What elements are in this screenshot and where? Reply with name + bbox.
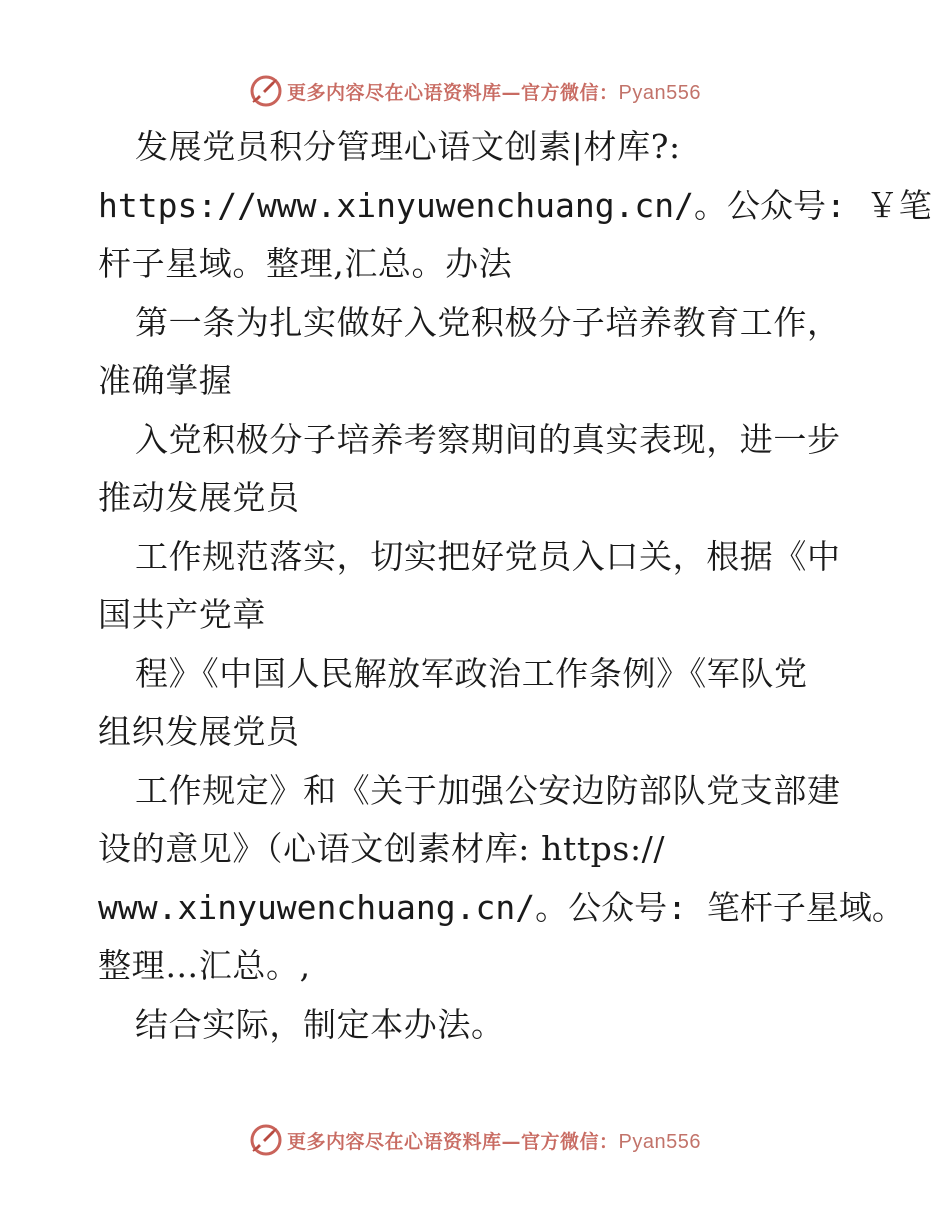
paragraph-line: 杆子星域。整理,汇总。办法 [98,244,513,283]
quill-pen-circle-icon [249,1123,283,1157]
watermark-text: 更多内容尽在心语资料库—官方微信：Pyan556 [287,81,701,104]
paragraph-line: www.xinyuwenchuang.cn/。公众号: 笔杆子星域。 [98,887,905,927]
paragraph-line: 工作规定》和《关于加强公安边防部队党支部建 [135,770,841,810]
document-body [98,118,932,1054]
paragraph-line: https://www.xinyuwenchuang.cn/。公众号: ￥笔 [98,185,932,225]
paragraph-line: 国共产党章 [98,595,266,634]
paragraph-line: 设的意见》（心语文创素材库: https:// [98,829,666,868]
paragraph-line: 入党积极分子培养考察期间的真实表现，进一步 [135,419,841,459]
paragraph-line: 推动发展党员 [98,478,300,517]
watermark-text: 更多内容尽在心语资料库—官方微信：Pyan556 [287,1130,701,1153]
quill-pen-circle-icon [249,74,283,108]
footer-watermark [0,1120,950,1160]
paragraph-line: 整理…汇总。, [98,946,311,985]
paragraph-line: 第一条为扎实做好入党积极分子培养教育工作， [135,302,841,342]
paragraph-line: 工作规范落实，切实把好党员入口关，根据《中 [135,536,841,576]
header-watermark [0,71,950,111]
paragraph-line: 程》《中国人民解放军政治工作条例》《军队党 [135,653,808,693]
paragraph-line: 准确掌握 [98,361,233,400]
paragraph-line: 组织发展党员 [98,712,300,751]
paragraph-line: 发展党员积分管理心语文创素|材库?: [135,127,681,166]
paragraph-line: 结合实际，制定本办法。 [135,1004,505,1044]
